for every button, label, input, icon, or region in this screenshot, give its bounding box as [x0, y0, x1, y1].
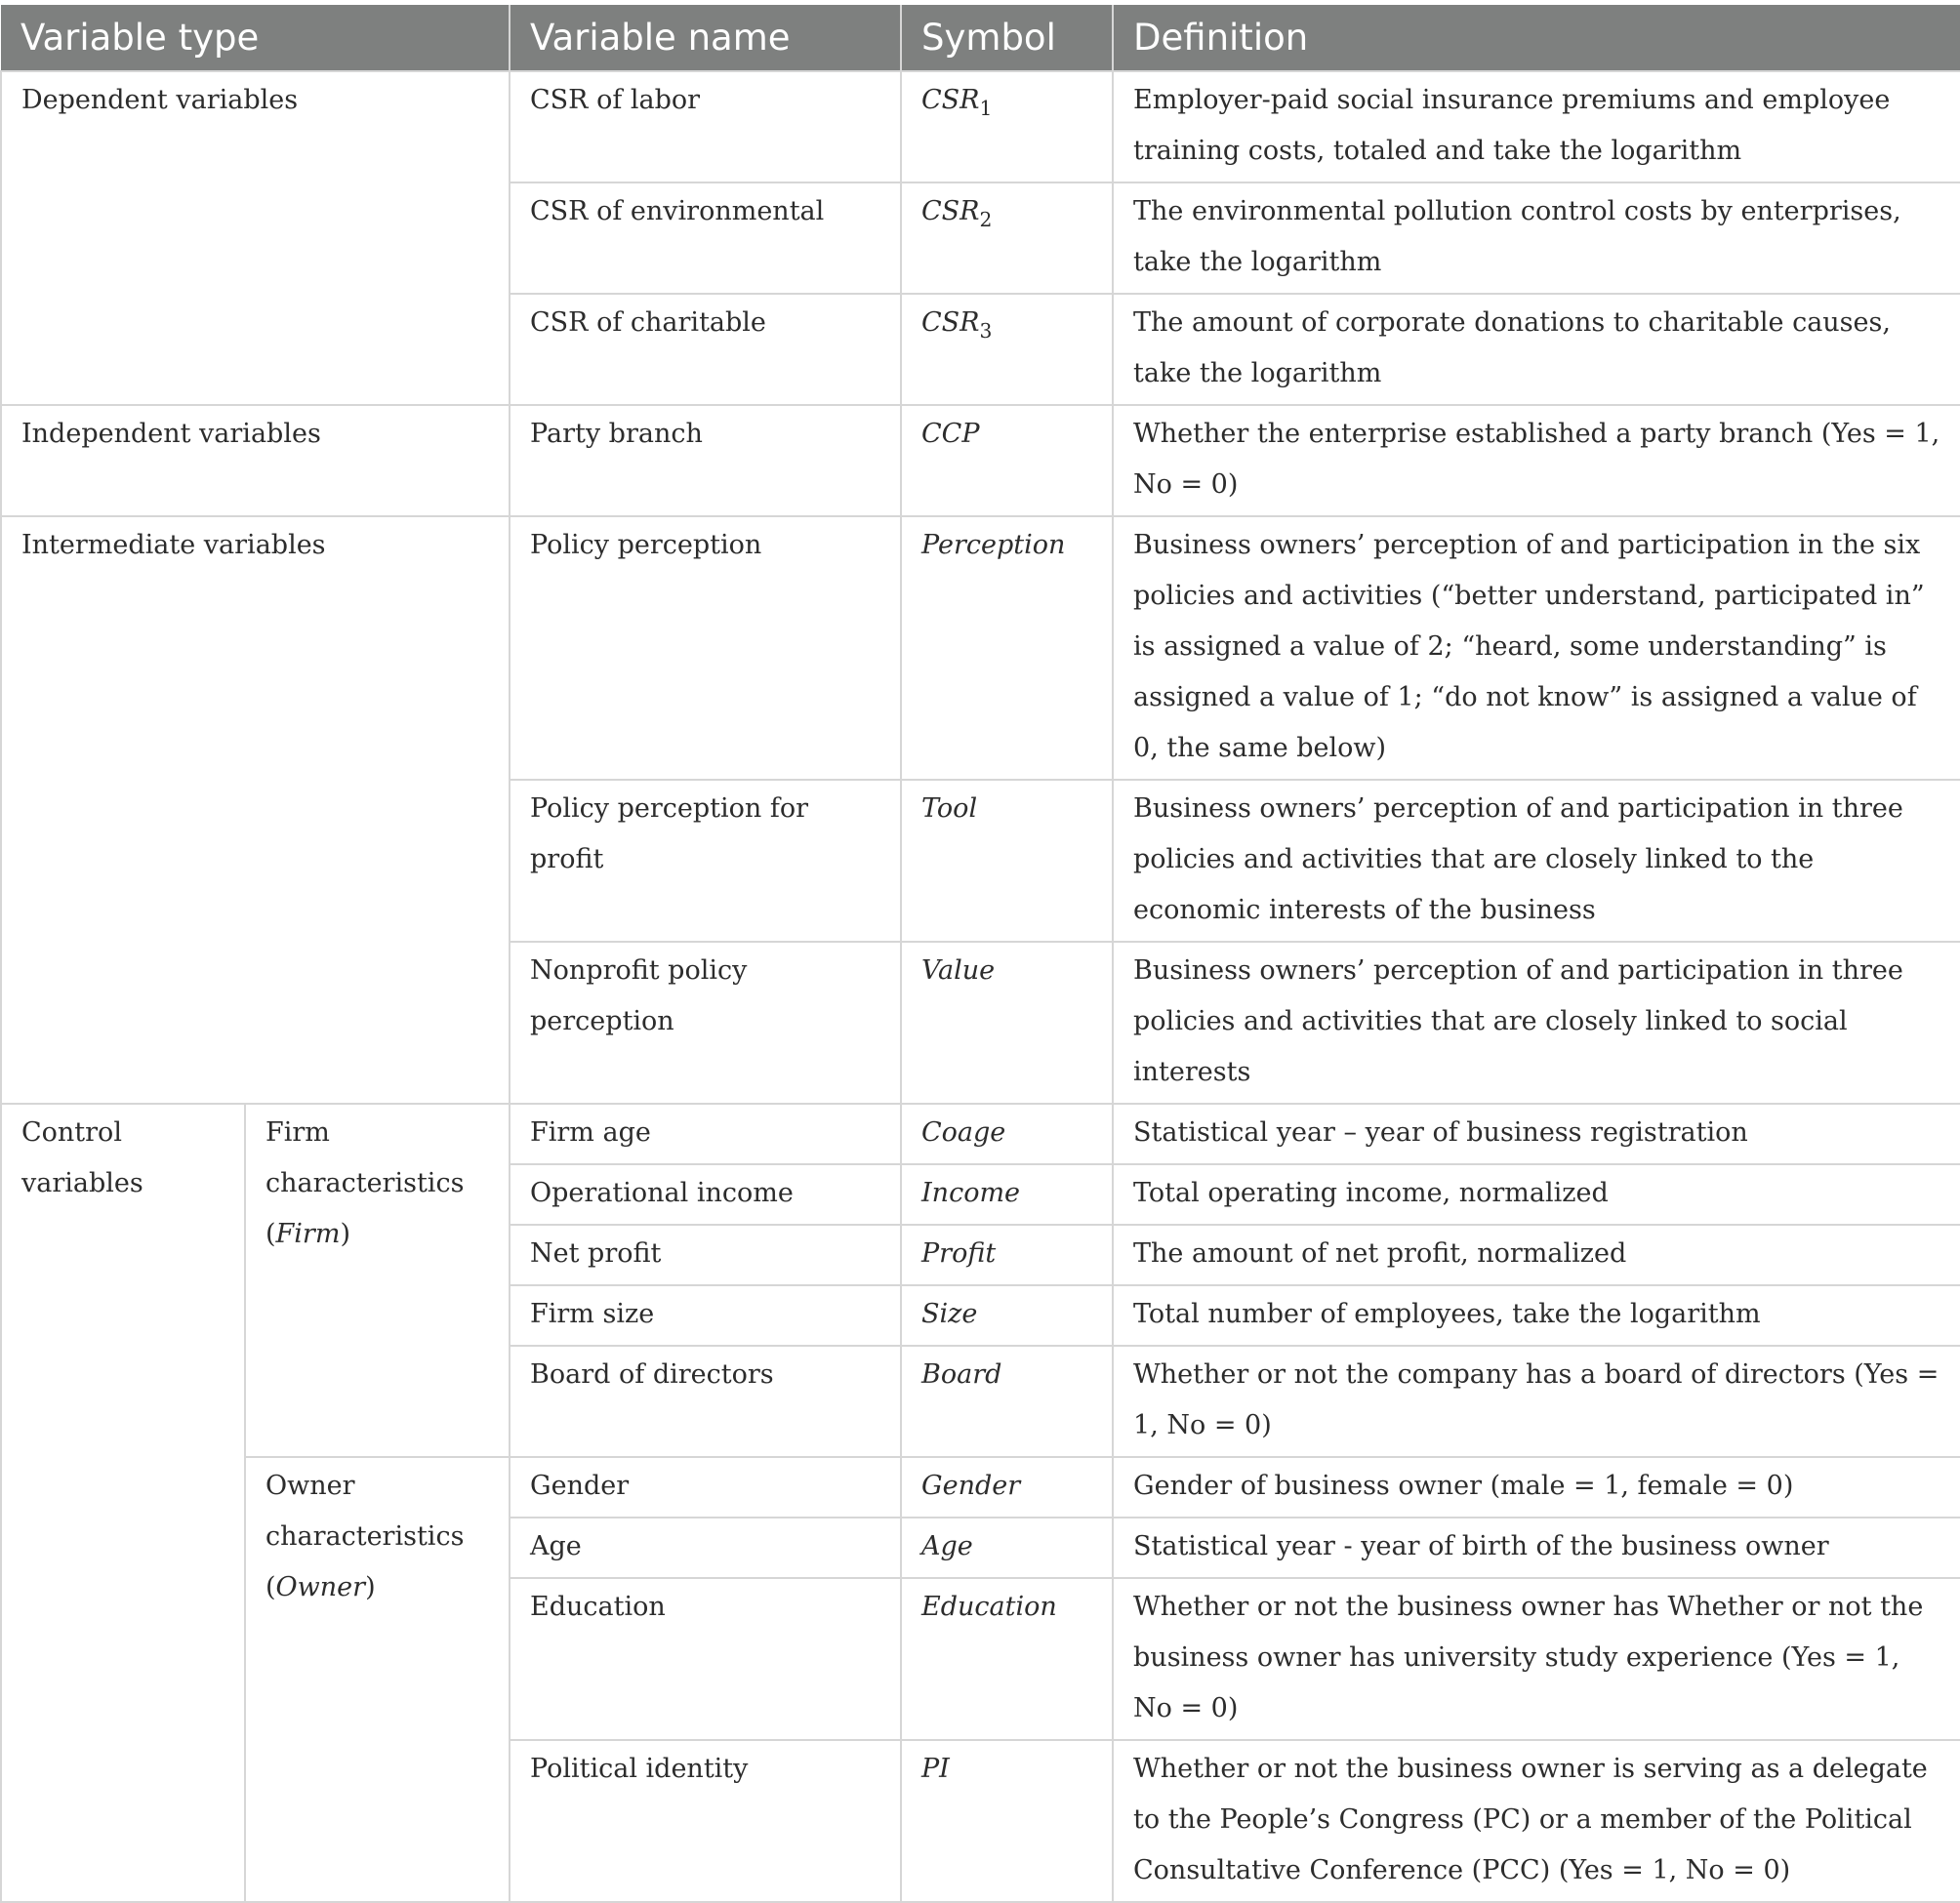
- subgroup-cell-owner: Owner characteristics (Owner): [245, 1457, 510, 1902]
- definition-cell: Gender of business owner (male = 1, female = 0): [1113, 1457, 1960, 1518]
- symbol-cell: Board: [901, 1346, 1113, 1457]
- symbol-cell: Perception: [901, 516, 1113, 780]
- symbol-cell: Value: [901, 942, 1113, 1104]
- definition-cell: Whether or not the company has a board of directors (Yes = 1, No = 0): [1113, 1346, 1960, 1457]
- variable-type-cell: Dependent variables: [1, 71, 510, 405]
- variable-name-cell: Education: [510, 1578, 901, 1740]
- definition-cell: Statistical year – year of business registration: [1113, 1104, 1960, 1164]
- symbol-cell: Income: [901, 1164, 1113, 1225]
- variable-name-cell: Firm age: [510, 1104, 901, 1164]
- table-row: [1, 405, 1960, 516]
- symbol-subscript: 3: [979, 319, 993, 344]
- variable-name-cell: Net profit: [510, 1225, 901, 1285]
- variable-type-cell: Independent variables: [1, 405, 510, 516]
- variable-name-cell: Party branch: [510, 405, 901, 516]
- variable-name-cell: Gender: [510, 1457, 901, 1518]
- definition-cell: The environmental pollution control costs by enterprises, take the logarithm: [1113, 182, 1960, 294]
- symbol-cell: [901, 182, 1113, 294]
- header-variable-type: Variable type: [1, 5, 510, 71]
- table-row: [1, 1457, 1960, 1518]
- symbol-cell: Tool: [901, 780, 1113, 942]
- variable-name-cell: CSR of environmental: [510, 182, 901, 294]
- variable-type-cell: Control variables: [1, 1104, 245, 1902]
- definition-cell: Business owners’ perception of and participation in the six policies and activities (“better understand, participated in” is assigned a value of 2; “heard, some understanding” is assigned a value of 1; “do not know” is assigned a value of 0, the same below): [1113, 516, 1960, 780]
- table-row: [1, 71, 1960, 182]
- definition-cell: Whether or not the business owner is serving as a delegate to the People’s Congress (PC) or a member of the Political Consultative Conference (PCC) (Yes = 1, No = 0): [1113, 1740, 1960, 1902]
- subgroup-cell-firm: Firm characteristics (Firm): [245, 1104, 510, 1457]
- header-symbol: Symbol: [901, 5, 1113, 71]
- header-row: [1, 5, 1960, 71]
- variable-name-cell: Age: [510, 1518, 901, 1578]
- symbol-cell: Gender: [901, 1457, 1113, 1518]
- variables-table: [0, 5, 1960, 1903]
- symbol-cell: CCP: [901, 405, 1113, 516]
- symbol-subscript: 1: [979, 97, 993, 121]
- variable-name-cell: Political identity: [510, 1740, 901, 1902]
- definition-cell: Statistical year - year of birth of the business owner: [1113, 1518, 1960, 1578]
- variable-name-cell: Operational income: [510, 1164, 901, 1225]
- symbol-cell: Size: [901, 1285, 1113, 1346]
- symbol-cell: [901, 71, 1113, 182]
- definition-cell: Business owners’ perception of and participation in three policies and activities that are closely linked to the economic interests of the business: [1113, 780, 1960, 942]
- symbol-cell: PI: [901, 1740, 1113, 1902]
- subgroup-label: Owner characteristics: [265, 1471, 465, 1552]
- symbol-cell: [901, 294, 1113, 405]
- variable-type-cell: Intermediate variables: [1, 516, 510, 1104]
- symbol-cell: Coage: [901, 1104, 1113, 1164]
- definition-cell: The amount of net profit, normalized: [1113, 1225, 1960, 1285]
- subgroup-abbr: Owner: [275, 1572, 366, 1602]
- subgroup-label: Firm characteristics: [265, 1117, 465, 1198]
- symbol-text: CSR: [921, 85, 980, 115]
- variable-name-cell: CSR of charitable: [510, 294, 901, 405]
- variable-name-cell: Policy perception for profit: [510, 780, 901, 942]
- symbol-text: CSR: [921, 196, 980, 226]
- header-variable-name: Variable name: [510, 5, 901, 71]
- variable-name-cell: Policy perception: [510, 516, 901, 780]
- symbol-text: CSR: [921, 307, 980, 338]
- definition-cell: Business owners’ perception of and participation in three policies and activities that are closely linked to social interests: [1113, 942, 1960, 1104]
- table-row: [1, 516, 1960, 780]
- variable-name-cell: Firm size: [510, 1285, 901, 1346]
- header-definition: Definition: [1113, 5, 1960, 71]
- subgroup-abbr: Firm: [275, 1219, 341, 1249]
- definition-cell: Employer-paid social insurance premiums and employee training costs, totaled and take the logarithm: [1113, 71, 1960, 182]
- definition-cell: Total number of employees, take the logarithm: [1113, 1285, 1960, 1346]
- symbol-cell: Education: [901, 1578, 1113, 1740]
- symbol-cell: Profit: [901, 1225, 1113, 1285]
- symbol-cell: Age: [901, 1518, 1113, 1578]
- variable-name-cell: Nonprofit policy perception: [510, 942, 901, 1104]
- definition-cell: Whether the enterprise established a party branch (Yes = 1, No = 0): [1113, 405, 1960, 516]
- definition-cell: Total operating income, normalized: [1113, 1164, 1960, 1225]
- definition-cell: The amount of corporate donations to charitable causes, take the logarithm: [1113, 294, 1960, 405]
- variable-name-cell: Board of directors: [510, 1346, 901, 1457]
- symbol-subscript: 2: [979, 208, 993, 232]
- definition-cell: Whether or not the business owner has Whether or not the business owner has university study experience (Yes = 1, No = 0): [1113, 1578, 1960, 1740]
- variable-name-cell: CSR of labor: [510, 71, 901, 182]
- table-row: [1, 1104, 1960, 1164]
